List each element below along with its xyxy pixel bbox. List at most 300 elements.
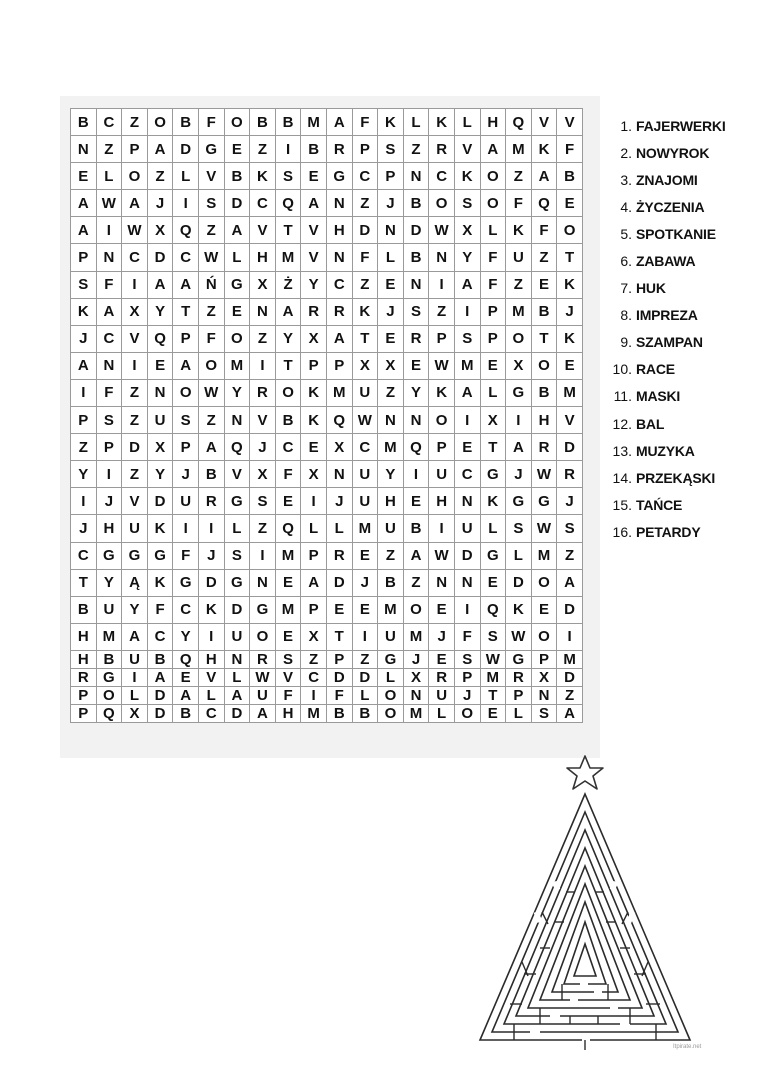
grid-cell: S (199, 190, 225, 217)
grid-cell: P (532, 651, 558, 669)
grid-cell: J (327, 488, 353, 515)
grid-cell: H (97, 515, 123, 542)
grid-cell: P (301, 543, 327, 570)
grid-cell: Z (250, 515, 276, 542)
grid-cell: J (429, 624, 455, 651)
grid-cell: T (481, 687, 507, 705)
word-text: SPOTKANIE (636, 225, 716, 242)
grid-cell: F (276, 687, 302, 705)
grid-cell: E (404, 353, 430, 380)
grid-cell: C (429, 163, 455, 190)
grid-cell: L (301, 515, 327, 542)
grid-cell: S (455, 190, 481, 217)
grid-cell: J (378, 190, 404, 217)
grid-cell: N (429, 244, 455, 271)
grid-cell: F (506, 190, 532, 217)
grid-cell: S (97, 407, 123, 434)
grid-cell: W (481, 651, 507, 669)
grid-cell: O (532, 570, 558, 597)
grid-cell: F (481, 244, 507, 271)
grid-cell: C (148, 624, 174, 651)
grid-cell: X (301, 326, 327, 353)
grid-cell: D (455, 543, 481, 570)
grid-cell: N (532, 687, 558, 705)
grid-cell: R (327, 543, 353, 570)
grid-cell: A (148, 272, 174, 299)
grid-cell: J (199, 543, 225, 570)
grid-cell: V (122, 326, 148, 353)
grid-cell: V (276, 669, 302, 687)
word-number: 12. (612, 415, 632, 432)
grid-cell: C (71, 543, 97, 570)
grid-cell: S (71, 272, 97, 299)
grid-cell: G (199, 136, 225, 163)
grid-cell: O (225, 109, 251, 136)
grid-cell: Y (97, 570, 123, 597)
grid-cell: E (148, 353, 174, 380)
grid-cell: V (199, 669, 225, 687)
grid-cell: T (276, 217, 302, 244)
grid-cell: K (429, 380, 455, 407)
grid-cell: P (173, 434, 199, 461)
grid-cell: B (532, 299, 558, 326)
grid-cell: N (71, 136, 97, 163)
grid-cell: I (122, 272, 148, 299)
grid-cell: A (148, 136, 174, 163)
grid-cell: O (250, 624, 276, 651)
maze-svg (470, 752, 706, 1052)
grid-cell: B (404, 190, 430, 217)
grid-cell: I (250, 353, 276, 380)
grid-cell: Q (532, 190, 558, 217)
grid-cell: Z (353, 272, 379, 299)
grid-cell: Z (199, 407, 225, 434)
grid-cell: F (455, 624, 481, 651)
grid-cell: Z (353, 651, 379, 669)
grid-cell: P (71, 407, 97, 434)
grid-cell: W (199, 244, 225, 271)
grid-cell: Z (122, 461, 148, 488)
grid-cell: P (301, 353, 327, 380)
grid-cell: Z (122, 109, 148, 136)
grid-cell: E (276, 570, 302, 597)
grid-cell: I (557, 624, 583, 651)
grid-cell: E (301, 163, 327, 190)
grid-cell: T (532, 326, 558, 353)
grid-cell: G (122, 543, 148, 570)
grid-cell: U (250, 687, 276, 705)
grid-cell: L (225, 244, 251, 271)
grid-cell: A (71, 353, 97, 380)
grid-cell: J (173, 461, 199, 488)
grid-cell: N (404, 163, 430, 190)
grid-cell: F (173, 543, 199, 570)
grid-cell: K (429, 109, 455, 136)
grid-cell: Z (97, 136, 123, 163)
word-number: 15. (612, 496, 632, 513)
grid-cell: N (378, 217, 404, 244)
grid-cell: N (225, 407, 251, 434)
grid-cell: U (455, 515, 481, 542)
grid-cell: G (225, 272, 251, 299)
grid-cell: N (97, 244, 123, 271)
grid-cell: G (506, 380, 532, 407)
grid-cell: T (327, 624, 353, 651)
grid-cell: J (71, 515, 97, 542)
grid-cell: M (353, 515, 379, 542)
grid-cell: N (404, 407, 430, 434)
grid-cell: B (71, 597, 97, 624)
grid-cell: W (199, 380, 225, 407)
grid-cell: D (148, 244, 174, 271)
grid-cell: D (506, 570, 532, 597)
word-list-item (606, 302, 726, 329)
grid-cell: A (327, 109, 353, 136)
grid-cell: E (429, 651, 455, 669)
grid-cell: O (378, 687, 404, 705)
grid-cell: J (557, 488, 583, 515)
grid-cell: P (71, 244, 97, 271)
grid-cell: B (301, 136, 327, 163)
grid-cell: O (148, 109, 174, 136)
grid-cell: I (173, 190, 199, 217)
grid-cell: D (225, 597, 251, 624)
grid-cell: F (353, 244, 379, 271)
grid-cell: X (301, 461, 327, 488)
grid-cell: N (404, 272, 430, 299)
grid-cell: P (122, 136, 148, 163)
grid-cell: X (122, 299, 148, 326)
grid-cell: L (481, 217, 507, 244)
grid-cell: I (404, 461, 430, 488)
grid-cell: Z (557, 687, 583, 705)
grid-cell: I (455, 299, 481, 326)
grid-cell: V (250, 407, 276, 434)
grid-cell: M (378, 597, 404, 624)
grid-cell: L (173, 163, 199, 190)
grid-cell: H (378, 488, 404, 515)
grid-cell: O (481, 163, 507, 190)
grid-cell: I (250, 543, 276, 570)
word-number: 5. (620, 225, 632, 242)
grid-cell: S (378, 136, 404, 163)
grid-cell: Z (506, 272, 532, 299)
grid-cell: C (199, 705, 225, 723)
grid-cell: P (97, 434, 123, 461)
word-text: ZABAWA (636, 253, 696, 270)
grid-cell: V (250, 217, 276, 244)
grid-cell: H (327, 217, 353, 244)
grid-cell: A (301, 570, 327, 597)
grid-cell: Z (71, 434, 97, 461)
grid-cell: D (173, 136, 199, 163)
maze-cross-walls (510, 892, 660, 1040)
grid-cell: U (429, 461, 455, 488)
grid-cell: G (250, 597, 276, 624)
grid-cell: K (557, 326, 583, 353)
word-list-item (606, 275, 726, 302)
grid-cell: E (378, 326, 404, 353)
grid-cell: E (225, 136, 251, 163)
grid-cell: S (455, 651, 481, 669)
maze-walls (480, 794, 690, 1040)
grid-cell: O (481, 190, 507, 217)
grid-cell: L (225, 669, 251, 687)
grid-cell: A (506, 434, 532, 461)
grid-cell: C (250, 190, 276, 217)
grid-cell: Z (148, 163, 174, 190)
grid-cell: Z (506, 163, 532, 190)
grid-cell: D (557, 597, 583, 624)
grid-cell: Q (276, 515, 302, 542)
grid-cell: R (532, 434, 558, 461)
grid-cell: J (378, 299, 404, 326)
grid-cell: E (225, 299, 251, 326)
grid-cell: H (276, 705, 302, 723)
grid-cell: J (353, 570, 379, 597)
grid-cell: Y (301, 272, 327, 299)
word-list-item (606, 383, 726, 410)
grid-cell: M (276, 543, 302, 570)
grid-cell: K (71, 299, 97, 326)
grid-cell: J (404, 651, 430, 669)
grid-cell: C (122, 244, 148, 271)
grid-cell: F (481, 272, 507, 299)
grid-cell: A (173, 353, 199, 380)
grid-cell: D (225, 190, 251, 217)
grid-cell: K (455, 163, 481, 190)
word-text: MUZYKA (636, 442, 695, 459)
grid-cell: W (122, 217, 148, 244)
grid-cell: A (173, 272, 199, 299)
grid-cell: Q (97, 705, 123, 723)
grid-cell: S (481, 624, 507, 651)
grid-cell: F (353, 109, 379, 136)
grid-cell: P (301, 597, 327, 624)
grid-cell: K (301, 407, 327, 434)
grid-cell: D (148, 488, 174, 515)
grid-cell: I (301, 687, 327, 705)
grid-cell: X (506, 353, 532, 380)
grid-cell: K (301, 380, 327, 407)
grid-cell: P (506, 687, 532, 705)
grid-cell: Z (199, 299, 225, 326)
grid-cell: I (429, 515, 455, 542)
word-text: NOWYROK (636, 144, 710, 161)
grid-cell: L (199, 687, 225, 705)
grid-cell: I (173, 515, 199, 542)
grid-cell: U (378, 624, 404, 651)
grid-cell: F (327, 687, 353, 705)
grid-cell: Ń (199, 272, 225, 299)
grid-cell: F (148, 597, 174, 624)
word-number: 3. (620, 171, 632, 188)
grid-cell: I (122, 353, 148, 380)
grid-cell: O (199, 353, 225, 380)
grid-cell: M (506, 136, 532, 163)
grid-cell: X (148, 217, 174, 244)
grid-cell: E (455, 434, 481, 461)
grid-cell: G (225, 488, 251, 515)
word-list-item (606, 166, 726, 193)
grid-cell: G (327, 163, 353, 190)
grid-cell: A (173, 687, 199, 705)
grid-cell: K (506, 597, 532, 624)
grid-cell: M (225, 353, 251, 380)
grid-cell: R (327, 136, 353, 163)
grid-cell: I (71, 380, 97, 407)
grid-cell: P (71, 687, 97, 705)
grid-cell: A (225, 687, 251, 705)
grid-cell: O (225, 326, 251, 353)
grid-cell: N (327, 190, 353, 217)
grid-cell: Y (404, 380, 430, 407)
word-text: ŻYCZENIA (636, 198, 705, 215)
grid-cell: N (327, 461, 353, 488)
grid-cell: W (506, 624, 532, 651)
grid-cell: E (429, 597, 455, 624)
grid-cell: L (225, 515, 251, 542)
grid-cell: T (173, 299, 199, 326)
word-list-item (606, 139, 726, 166)
grid-cell: F (199, 109, 225, 136)
grid-cell: E (353, 597, 379, 624)
grid-cell: Z (122, 380, 148, 407)
grid-cell: U (173, 488, 199, 515)
grid-cell: I (429, 272, 455, 299)
word-text: IMPREZA (636, 307, 698, 324)
word-text: MASKI (636, 388, 681, 405)
grid-cell: L (429, 705, 455, 723)
word-text: RACE (636, 361, 675, 378)
grid-cell: A (455, 380, 481, 407)
grid-cell: G (481, 461, 507, 488)
grid-cell: W (429, 217, 455, 244)
grid-cell: I (199, 515, 225, 542)
grid-cell: O (429, 407, 455, 434)
word-number: 7. (620, 280, 632, 297)
grid-cell: V (301, 217, 327, 244)
grid-cell: P (429, 434, 455, 461)
grid-cell: D (148, 705, 174, 723)
grid-cell: P (71, 705, 97, 723)
word-text: ZNAJOMI (636, 171, 698, 188)
grid-cell: J (148, 190, 174, 217)
grid-cell: E (276, 488, 302, 515)
grid-cell: O (404, 597, 430, 624)
grid-cell: V (122, 488, 148, 515)
grid-cell: A (276, 299, 302, 326)
grid-cell: P (173, 326, 199, 353)
grid-cell: B (250, 109, 276, 136)
grid-cell: L (378, 669, 404, 687)
grid-cell: E (327, 597, 353, 624)
grid-cell: O (378, 705, 404, 723)
grid-cell: O (173, 380, 199, 407)
maze-credit: Itpirate.net (673, 1044, 702, 1050)
grid-cell: Z (404, 570, 430, 597)
grid-cell: S (532, 705, 558, 723)
grid-cell: Z (378, 543, 404, 570)
grid-cell: B (557, 163, 583, 190)
grid-cell: C (301, 669, 327, 687)
grid-cell: O (506, 326, 532, 353)
grid-cell: E (71, 163, 97, 190)
grid-cell: B (97, 651, 123, 669)
grid-cell: M (301, 705, 327, 723)
grid-cell: A (532, 163, 558, 190)
grid-cell: M (404, 624, 430, 651)
grid-cell: U (506, 244, 532, 271)
grid-cell: E (557, 190, 583, 217)
grid-cell: U (122, 515, 148, 542)
grid-cell: M (276, 597, 302, 624)
grid-cell: C (276, 434, 302, 461)
grid-cell: T (557, 244, 583, 271)
grid-cell: B (327, 705, 353, 723)
word-text: HUK (636, 280, 666, 297)
grid-cell: J (455, 687, 481, 705)
grid-cell: Z (353, 190, 379, 217)
grid-cell: U (148, 407, 174, 434)
grid-cell: A (122, 190, 148, 217)
grid-cell: V (557, 109, 583, 136)
grid-cell: W (429, 353, 455, 380)
grid-cell: K (353, 299, 379, 326)
word-search-grid (70, 108, 583, 723)
grid-cell: U (97, 597, 123, 624)
grid-cell: J (97, 488, 123, 515)
grid-cell: K (148, 570, 174, 597)
grid-cell: N (97, 353, 123, 380)
grid-cell: H (532, 407, 558, 434)
word-text: TAŃCE (636, 496, 683, 513)
grid-cell: E (353, 543, 379, 570)
grid-cell: N (250, 299, 276, 326)
grid-cell: L (97, 163, 123, 190)
word-list-item (606, 410, 726, 437)
grid-cell: X (378, 353, 404, 380)
word-number: 10. (612, 361, 632, 378)
grid-cell: Z (532, 244, 558, 271)
grid-cell: F (199, 326, 225, 353)
grid-cell: G (173, 570, 199, 597)
grid-cell: A (250, 705, 276, 723)
grid-cell: E (301, 434, 327, 461)
grid-cell: S (404, 299, 430, 326)
grid-cell: D (327, 570, 353, 597)
word-text: PRZEKĄSKI (636, 469, 716, 486)
grid-cell: Q (404, 434, 430, 461)
grid-cell: I (301, 488, 327, 515)
word-text: SZAMPAN (636, 334, 703, 351)
grid-cell: A (404, 543, 430, 570)
grid-cell: H (199, 651, 225, 669)
grid-cell: D (404, 217, 430, 244)
grid-cell: Q (173, 651, 199, 669)
grid-cell: Y (148, 299, 174, 326)
grid-cell: M (506, 299, 532, 326)
grid-cell: A (97, 299, 123, 326)
grid-cell: M (557, 380, 583, 407)
grid-cell: C (173, 244, 199, 271)
grid-cell: E (404, 488, 430, 515)
grid-cell: K (148, 515, 174, 542)
grid-cell: B (148, 651, 174, 669)
grid-cell: Z (404, 136, 430, 163)
grid-cell: O (455, 705, 481, 723)
grid-cell: M (481, 669, 507, 687)
